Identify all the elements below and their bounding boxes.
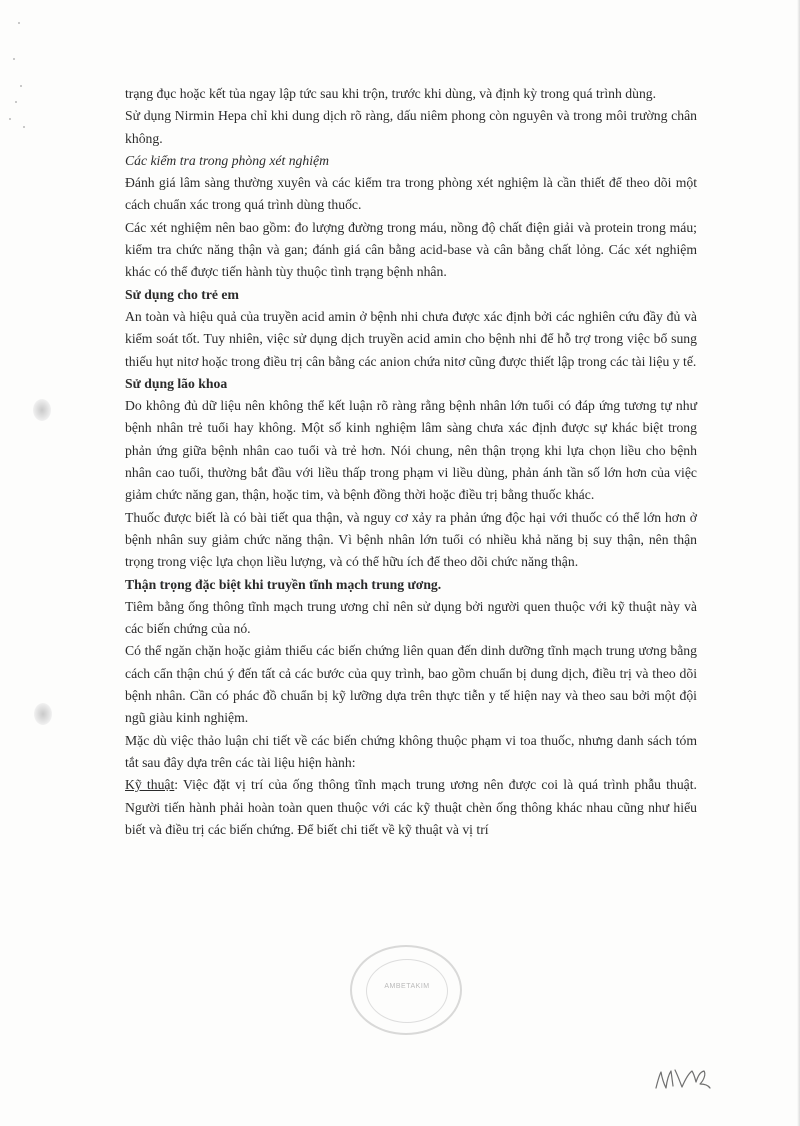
paragraph: Mặc dù việc thảo luận chi tiết về các biến chứng không thuộc phạm vi toa thuốc, nhưng danh sách tóm tắt sau đây dựa trên các tài liệu hiện hành:: [125, 732, 697, 770]
scan-speck: [13, 58, 15, 60]
scan-speck: [15, 101, 17, 103]
signature-mark: [652, 1062, 712, 1096]
scan-speck: [23, 126, 25, 128]
term-text: : Việc đặt vị trí của ống thông tĩnh mạch trung ương nên được coi là quá trình phẫu thuật. Người tiến hành phải hoàn toàn quen thuộc với các kỹ thuật chèn ống thông khác nhau cũng như hiểu biết và điều trị các biến chứng. Để biết chi tiết về kỹ thuật và vị trí: [125, 777, 697, 837]
section-heading: Sử dụng cho trẻ em: [125, 286, 239, 302]
paragraph: Các xét nghiệm nên bao gồm: đo lượng đường trong máu, nồng độ chất điện giải và protein trong máu; kiểm tra chức năng thận và gan; đánh giá cân bằng acid-base và cân bằng chất lỏng. Các xét nghiệm khác có thể được tiến hành tùy thuộc tình trạng bệnh nhân.: [125, 219, 697, 280]
paragraph: An toàn và hiệu quả của truyền acid amin ở bệnh nhi chưa được xác định bởi các nghiên cứu đầy đủ và kiểm soát tốt. Tuy nhiên, việc sử dụng dịch truyền acid amin cho bệnh nhi để hỗ trợ trong việc bổ sung thiếu hụt nitơ hoặc trong điều trị cân bằng các anion chứa nitơ cũng được thiết lập trong các tài liệu y tế.: [125, 308, 697, 369]
paragraph: Do không đủ dữ liệu nên không thể kết luận rõ ràng rằng bệnh nhân lớn tuổi có đáp ứng tương tự như bệnh nhân trẻ tuổi hay không. Một số kinh nghiệm lâm sàng chưa xác định được sự khác biệt trong phản ứng giữa bệnh nhân cao tuổi và trẻ hơn. Nói chung, nên thận trọng khi lựa chọn liều cho bệnh nhân cao tuổi, thường bắt đầu với liều thấp trong phạm vi liều dùng, phản ánh tần số lớn hơn của việc giảm chức năng gan, thận, hoặc tim, và bệnh đồng thời hoặc điều trị bằng thuốc khác.: [125, 398, 697, 503]
section-heading: Sử dụng lão khoa: [125, 375, 228, 391]
paragraph: Đánh giá lâm sàng thường xuyên và các kiểm tra trong phòng xét nghiệm là cần thiết để theo dõi một cách chuẩn xác trong quá trình dùng thuốc.: [125, 175, 697, 213]
term-label: Kỹ thuật: [125, 777, 175, 793]
paragraph: Sử dụng Nirmin Hepa chỉ khi dung dịch rõ ràng, dấu niêm phong còn nguyên và trong môi trường chân không.: [125, 108, 697, 146]
scan-speck: [9, 118, 11, 120]
stamp-text: AMBETAKIM: [384, 983, 430, 990]
scan-speck: [20, 85, 22, 87]
official-stamp: [350, 945, 462, 1035]
punch-hole: [33, 399, 51, 421]
document-body: [125, 83, 697, 841]
punch-hole: [34, 703, 52, 725]
paragraph: Tiêm bằng ống thông tĩnh mạch trung ương chỉ nên sử dụng bởi người quen thuộc với kỹ thuật này và các biến chứng của nó.: [125, 598, 697, 637]
scan-speck: [18, 22, 20, 24]
paragraph: Có thể ngăn chặn hoặc giảm thiểu các biến chứng liên quan đến dinh dưỡng tĩnh mạch trung ương bằng cách cẩn thận chú ý đến tất cả các bước của quy trình, bao gồm chuẩn bị dung dịch, điều trị và theo dõi bệnh nhân. Cần có phác đồ chuẩn bị kỹ lưỡng dựa trên thực tiễn y tế hiện nay và theo sau bởi một đội ngũ giàu kinh nghiệm.: [125, 643, 697, 726]
paragraph: [125, 774, 697, 841]
paragraph: trạng đục hoặc kết tủa ngay lập tức sau khi trộn, trước khi dùng, và định kỳ trong quá trình dùng.: [125, 86, 657, 101]
stamp-inner-ring: [366, 959, 448, 1023]
section-heading: Thận trọng đặc biệt khi truyền tĩnh mạch trung ương.: [125, 576, 442, 592]
paragraph: Thuốc được biết là có bài tiết qua thận, và nguy cơ xảy ra phản ứng độc hại với thuốc có thể lớn hơn ở bệnh nhân suy giảm chức năng thận. Vì bệnh nhân lớn tuổi có nhiều khả năng bị suy thận, nên thận trọng trong việc lựa chọn liều lượng, và có thể hữu ích để theo dõi chức năng thận.: [125, 509, 697, 570]
section-heading: Các kiểm tra trong phòng xét nghiệm: [125, 152, 330, 168]
